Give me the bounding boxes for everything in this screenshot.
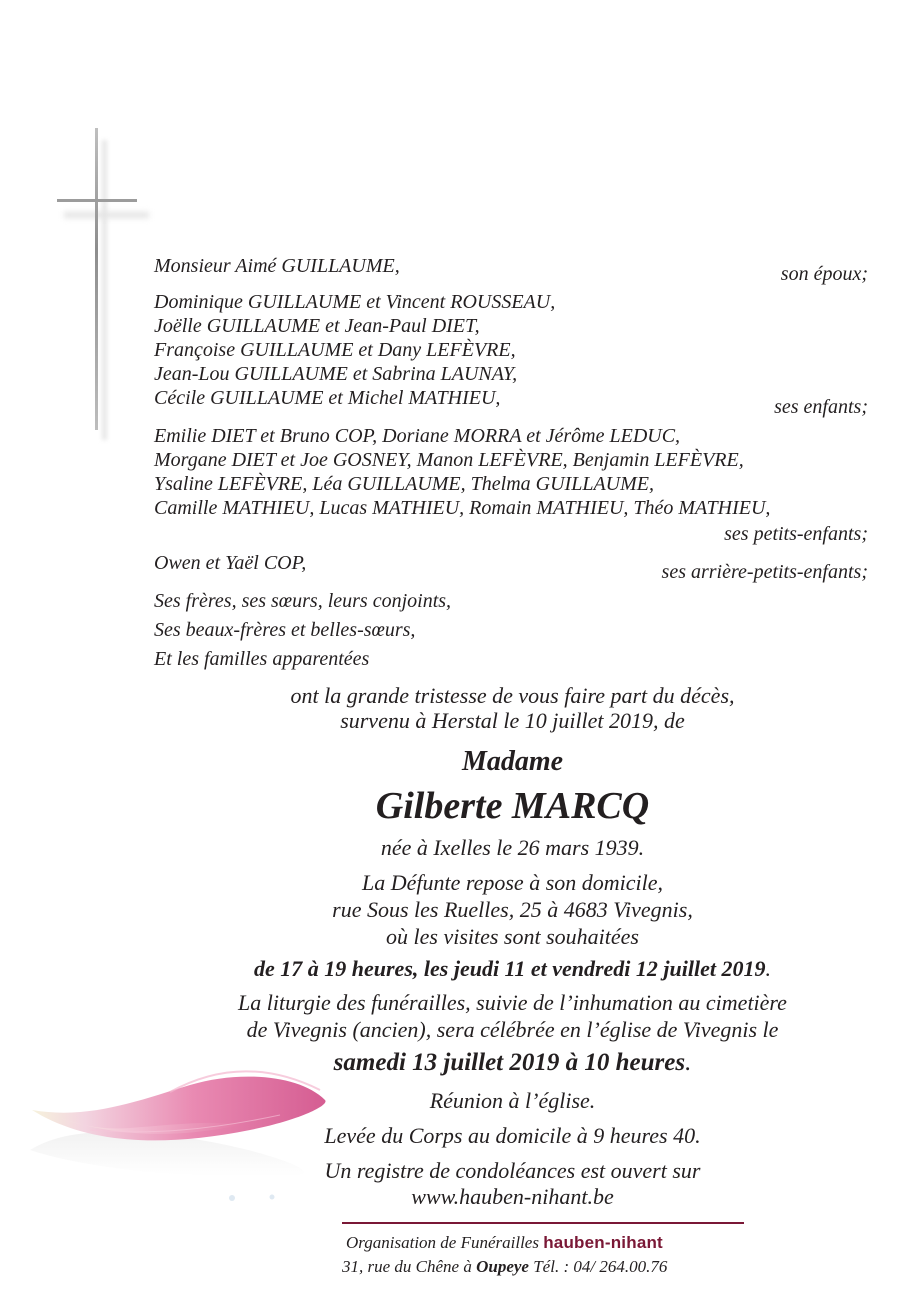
deceased-birth: née à Ixelles le 26 mars 1939. xyxy=(380,835,645,860)
liturgy-line-1: La liturgie des funérailles, suivie de l’inhumation au cimetière xyxy=(238,990,787,1015)
visits-period: . xyxy=(765,956,771,981)
lotus-petal-image xyxy=(0,1030,360,1250)
repose-line-1: La Défunte repose à son domicile, xyxy=(361,870,664,895)
visits-times: de 17 à 19 heures, les jeudi 11 et vendredi 12 juillet 2019 xyxy=(254,956,766,981)
others-line-1: Ses frères, ses sœurs, leurs conjoints, xyxy=(154,590,452,612)
spouse-name: Monsieur Aimé GUILLAUME, xyxy=(154,255,400,277)
footer-phone: Tél. : 04/ 264.00.76 xyxy=(533,1257,668,1276)
child-3: Françoise GUILLAUME et Dany LEFÈVRE, xyxy=(154,339,516,361)
grandchildren-line-1: Emilie DIET et Bruno COP, Doriane MORRA et Jérôme LEDUC, xyxy=(154,425,681,447)
visits-line xyxy=(0,955,918,983)
repose-line-2: rue Sous les Ruelles, 25 à 4683 Vivegnis, xyxy=(332,897,693,922)
child-4: Jean-Lou GUILLAUME et Sabrina LAUNAY, xyxy=(154,363,518,385)
children-relation: ses enfants; xyxy=(774,396,868,418)
footer-town: Oupeye xyxy=(476,1257,529,1276)
footer-organisation xyxy=(346,1232,663,1254)
child-5: Cécile GUILLAUME et Michel MATHIEU, xyxy=(154,387,501,409)
spouse-relation: son époux; xyxy=(780,263,868,285)
others-line-3: Et les familles apparentées xyxy=(154,648,370,670)
announcement-line-2: survenu à Herstal le 10 juillet 2019, de xyxy=(340,708,685,733)
deceased-name: Gilberte MARCQ xyxy=(375,785,650,827)
great-grandchildren-names: Owen et Yaël COP, xyxy=(154,552,307,574)
footer-organisation-label: Organisation de Funérailles xyxy=(346,1233,539,1252)
grandchildren-line-3: Ysaline LEFÈVRE, Léa GUILLAUME, Thelma GUILLAUME, xyxy=(154,473,654,495)
ceremony-date: samedi 13 juillet 2019 à 10 heures xyxy=(333,1049,686,1076)
great-grandchildren-relation: ses arrière-petits-enfants; xyxy=(661,561,868,583)
register-line: Un registre de condoléances est ouvert sur xyxy=(324,1158,701,1183)
grandchildren-line-4: Camille MATHIEU, Lucas MATHIEU, Romain MATHIEU, Théo MATHIEU, xyxy=(154,497,771,519)
departure-line: Levée du Corps au domicile à 9 heures 40. xyxy=(324,1123,701,1148)
child-2: Joëlle GUILLAUME et Jean-Paul DIET, xyxy=(154,315,480,337)
grandchildren-relation: ses petits-enfants; xyxy=(724,523,868,545)
footer-address xyxy=(342,1256,667,1278)
footer-address-prefix: 31, rue du Chêne à xyxy=(342,1257,472,1276)
grandchildren-line-2: Morgane DIET et Joe GOSNEY, Manon LEFÈVRE, Benjamin LEFÈVRE, xyxy=(154,449,744,471)
deceased-title: Madame xyxy=(461,746,564,777)
brand-logo: hauben-nihant xyxy=(543,1233,663,1252)
meeting-line: Réunion à l’église. xyxy=(429,1088,596,1113)
footer-divider xyxy=(342,1222,744,1224)
website-link[interactable]: www.hauben-nihant.be xyxy=(411,1184,614,1209)
liturgy-line-2: de Vivegnis (ancien), sera célébrée en l’église de Vivegnis le xyxy=(246,1017,779,1042)
repose-line-3: où les visites sont souhaitées xyxy=(386,924,639,949)
child-1: Dominique GUILLAUME et Vincent ROUSSEAU, xyxy=(154,291,556,313)
others-line-2: Ses beaux-frères et belles-sœurs, xyxy=(154,619,416,641)
announcement-line-1: ont la grande tristesse de vous faire part du décès, xyxy=(290,683,735,708)
ceremony-period: . xyxy=(685,1049,692,1076)
